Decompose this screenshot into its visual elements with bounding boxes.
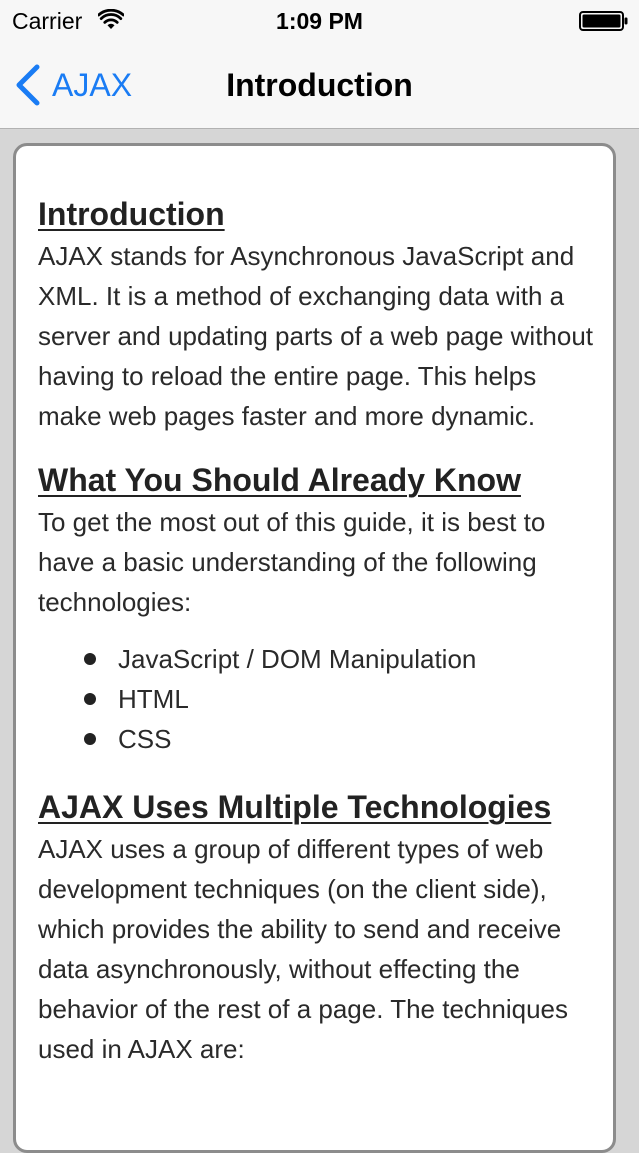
prerequisites-list (38, 639, 598, 759)
navigation-bar (0, 42, 639, 129)
spacer (38, 759, 598, 785)
page-title: Introduction (226, 67, 413, 103)
section-paragraph-prerequisites: To get the most out of this guide, it is best to have a basic understanding of the following technologies: (38, 507, 546, 617)
list-item (38, 639, 598, 679)
bullet-icon (84, 693, 96, 705)
back-button-label: AJAX (52, 67, 133, 103)
section-paragraph-introduction: AJAX stands for Asynchronous JavaScript and XML. It is a method of exchanging data with a server and updating parts of a web page without having to reload the entire page. This helps make web pages faster and more dynamic. (38, 241, 594, 431)
bullet-icon (84, 653, 96, 665)
list-item-label: JavaScript / DOM Manipulation (118, 644, 477, 674)
list-item (38, 719, 598, 759)
carrier-label: Carrier (12, 8, 83, 34)
status-time: 1:09 PM (276, 8, 363, 34)
bullet-icon (84, 733, 96, 745)
spacer (38, 436, 598, 458)
list-item (38, 679, 598, 719)
list-item-label: HTML (118, 684, 189, 714)
section-heading-prerequisites: What You Should Already Know (38, 462, 521, 498)
battery-icon (579, 11, 629, 31)
article-body (38, 192, 598, 1069)
section-paragraph-technologies: AJAX uses a group of different types of web development techniques (on the client side), which provides the ability to send and receive data asynchronously, without effecting the behavior of the rest of a page. The techniques used in AJAX are: (38, 834, 568, 1064)
section-heading-technologies: AJAX Uses Multiple Technologies (38, 789, 552, 825)
status-bar (0, 0, 639, 42)
content-card[interactable] (13, 143, 616, 1153)
list-item-label: CSS (118, 724, 172, 754)
section-heading-introduction: Introduction (38, 196, 225, 232)
